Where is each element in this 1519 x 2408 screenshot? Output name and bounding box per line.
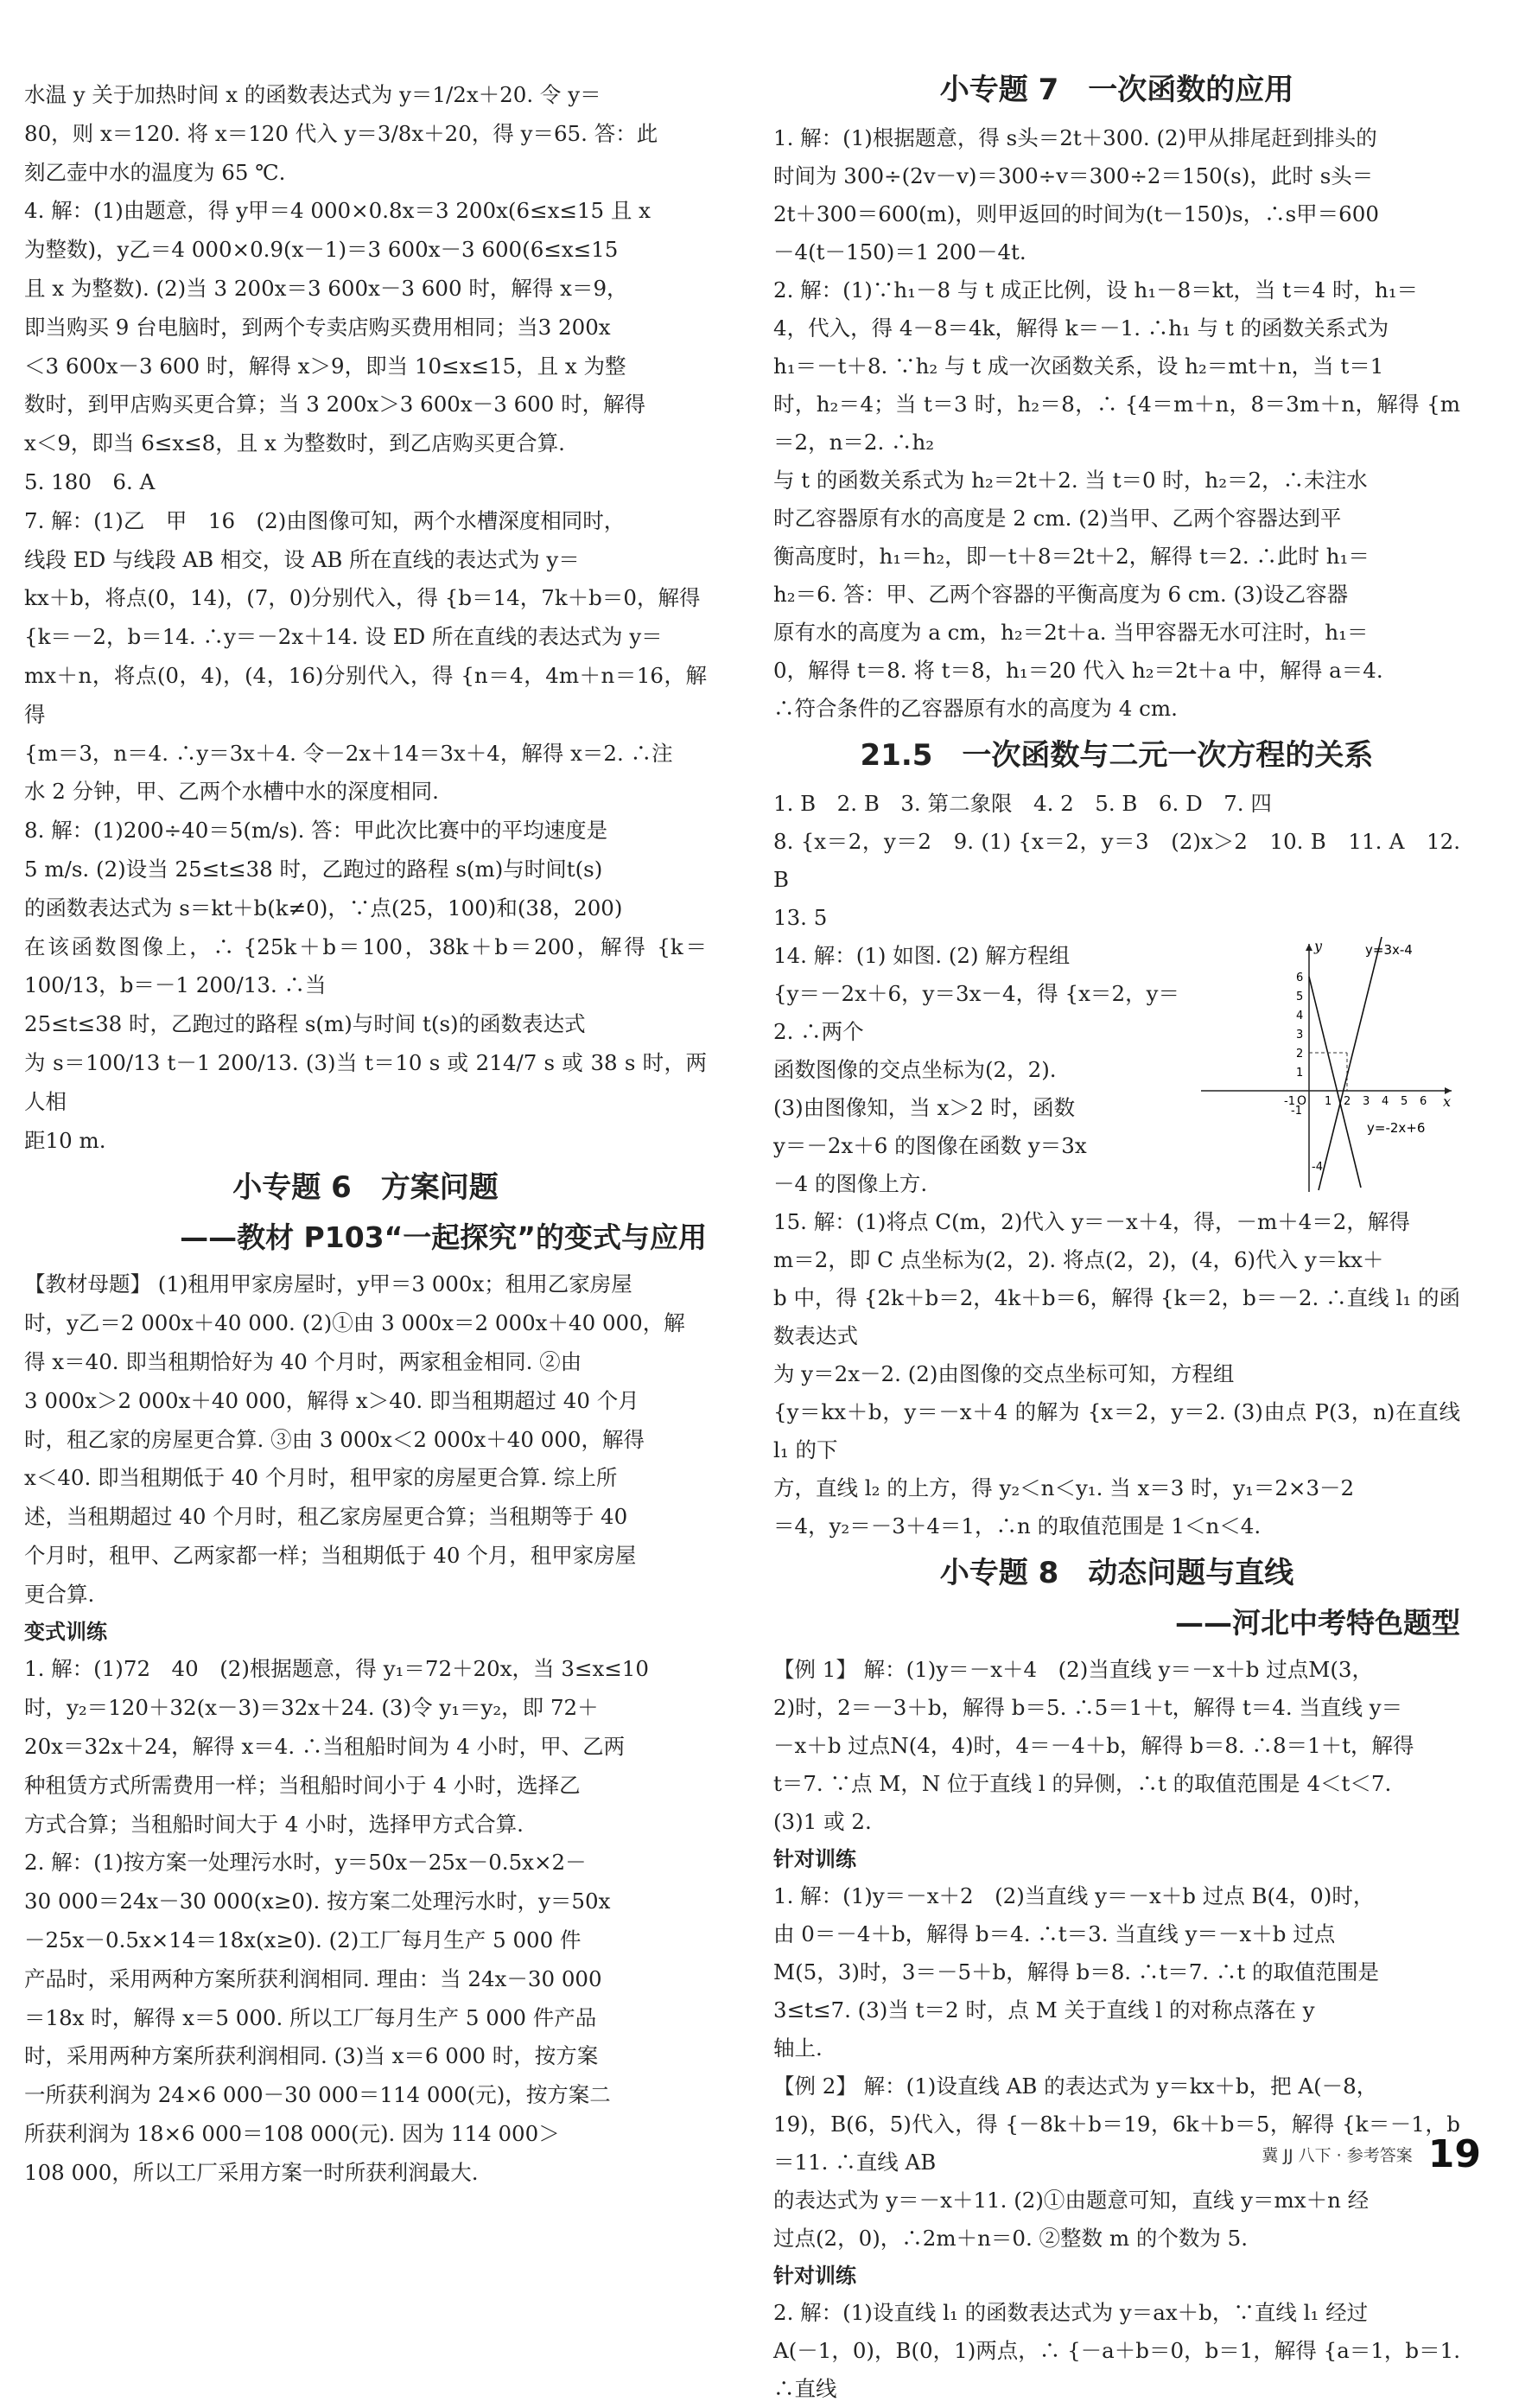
ex2-line: 19)，B(6，5)代入，得 {－8k＋b＝19，6k＋b＝5，解得 {k＝－1，b＝11. ∴直线 AB (773, 2112, 1460, 2175)
line-y-neg2x-6 (1309, 977, 1361, 1188)
topic7-title: 小专题 7 一次函数的应用 (939, 73, 1294, 107)
q15-line: 为 y＝2x－2. (2)由图像的交点坐标可知，方程组 (773, 1361, 1235, 1386)
topic8-subtitle: ——河北中考特色题型 (1175, 1606, 1460, 1640)
v2-line: 108 000，所以工厂采用方案一时所获利润最大. (24, 2159, 479, 2185)
s-answers-line: 13. 5 (773, 905, 828, 930)
tr2-line: A(－1，0)，B(0，1)两点，∴ {－a＋b＝0，b＝1，解得 {a＝1，b＝1. ∴直线 (773, 2338, 1460, 2401)
topic6-subtitle: ——教材 P103“一起探究”的变式与应用 (180, 1220, 707, 1255)
v1-line: 时，y₂＝120＋32(x－3)＝32x＋24. (3)令 y₁＝y₂，即 72＋ (24, 1695, 599, 1721)
ex1-line: (3)1 或 2. (773, 1809, 872, 1834)
x-tick: 4 (1382, 1095, 1389, 1108)
v2-line: 30 000＝24x－30 000(x≥0). 按方案二处理污水时，y＝50x (24, 1889, 611, 1914)
q14-block (773, 937, 1460, 1203)
t7q2-line: 0，解得 t＝8. 将 t＝8，h₁＝20 代入 h₂＝2t＋a 中，解得 a＝4. (773, 658, 1383, 683)
y-tick: 1 (1296, 1067, 1304, 1080)
v2-line: 所获利润为 18×6 000＝108 000(元). 因为 114 000＞ (24, 2121, 560, 2147)
x-tick: 3 (1363, 1095, 1370, 1108)
x-axis-label: x (1443, 1093, 1452, 1110)
train-label: 针对训练 (773, 2264, 856, 2288)
q56-line: 5. 180 6. A (24, 468, 156, 494)
t7q2-line: 时乙容器原有水的高度是 2 cm. (2)当甲、乙两个容器达到平 (773, 506, 1342, 531)
tr1-line: 由 0＝－4＋b，解得 b＝4. ∴t＝3. 当直线 y＝－x＋b 过点 (773, 1921, 1336, 1946)
tr1-line: 1. 解：(1)y＝－x＋2 (2)当直线 y＝－x＋b 过点 B(4，0)时， (773, 1883, 1375, 1908)
t7q1-line: 1. 解：(1)根据题意，得 s头＝2t＋300. (2)甲从排尾赶到排头的 (773, 125, 1377, 150)
train-label: 针对训练 (773, 1847, 856, 1871)
q7-line: 7. 解：(1)乙 甲 16 (2)由图像可知，两个水槽深度相同时， (24, 507, 626, 533)
ex2-line: 【例 2】 解：(1)设直线 AB 的表达式为 y＝kx＋b，把 A(－8， (773, 2074, 1378, 2099)
q14-line: {y＝－2x＋6，y＝3x－4，得 {x＝2，y＝2. ∴两个 (773, 981, 1179, 1044)
ex1-line: 2)时，2＝－3＋b，解得 b＝5. ∴5＝1＋t，解得 t＝4. 当直线 y＝ (773, 1695, 1403, 1720)
q7-line: {k＝－2，b＝14. ∴y＝－2x＋14. 设 ED 所在直线的表达式为 y＝ (24, 624, 663, 650)
s-answers-line: 1. B 2. B 3. 第二象限 4. 2 5. B 6. D 7. 四 (773, 791, 1272, 816)
v2-line: ＝18x 时，解得 x＝5 000. 所以工厂每月生产 5 000 件产品 (24, 2004, 597, 2030)
q14-line: (3)由图像知，当 x＞2 时，函数 (773, 1095, 1076, 1120)
section-21-5-title: 21.5 一次函数与二元一次方程的关系 (860, 738, 1374, 773)
t7q2-line: h₁＝－t＋8. ∵h₂ 与 t 成一次函数关系，设 h₂＝mt＋n，当 t＝1 (773, 354, 1384, 379)
y-axis-arrow-icon (1306, 944, 1312, 951)
t7q2-line: 与 t 的函数关系式为 h₂＝2t＋2. 当 t＝0 时，h₂＝2，∴未注水 (773, 468, 1368, 493)
tr1-line: 3≤t≤7. (3)当 t＝2 时，点 M 关于直线 l 的对称点落在 y (773, 1997, 1315, 2023)
mother-line: 述，当租期超过 40 个月时，租乙家房屋更合算；当租期等于 40 (24, 1504, 628, 1530)
v1-line: 方式合算；当租船时间大于 4 小时，选择甲方式合算. (24, 1811, 524, 1837)
q4-line: ＜3 600x－3 600 时，解得 x＞9，即当 10≤x≤15，且 x 为整 (24, 353, 626, 379)
y-axis-label: y (1314, 938, 1323, 954)
q7-line: mx＋n，将点(0，4)，(4，16)分别代入，得 {n＝4，4m＋n＝16，解得 (24, 662, 707, 727)
footer-text: 冀 JJ 八下 · 参考答案 (1262, 2146, 1413, 2165)
t7q1-line: －4(t－150)＝1 200－4t. (773, 239, 1026, 264)
text-line: 水温 y 关于加热时间 x 的函数表达式为 y＝1/2x＋20. 令 y＝ (24, 82, 601, 107)
mother-line: 时，租乙家的房屋更合算. ③由 3 000x＜2 000x＋40 000，解得 (24, 1426, 645, 1452)
q8-line: 5 m/s. (2)设当 25≤t≤38 时，乙跑过的路程 s(m)与时间t(s) (24, 856, 603, 882)
q7-line: kx＋b，将点(0，14)，(7，0)分别代入，得 {b＝14，7k＋b＝0，解得 (24, 585, 701, 611)
left-column (24, 76, 707, 2193)
x-tick: 2 (1344, 1095, 1351, 1108)
q8-line: 25≤t≤38 时，乙跑过的路程 s(m)与时间 t(s)的函数表达式 (24, 1011, 586, 1037)
v1-line: 1. 解：(1)72 40 (2)根据题意，得 y₁＝72＋20x，当 3≤x≤10 (24, 1656, 649, 1682)
q4-line: 4. 解：(1)由题意，得 y甲＝4 000×0.8x＝3 200x(6≤x≤15 且 x (24, 198, 651, 224)
mother-line: 更合算. (24, 1581, 95, 1607)
v1-line: 20x＝32x＋24，解得 x＝4. ∴当租船时间为 4 小时，甲、乙两 (24, 1734, 626, 1760)
y-tick: 2 (1296, 1048, 1304, 1061)
q4-line: 为整数)，y乙＝4 000×0.9(x－1)＝3 600x－3 600(6≤x≤15 (24, 237, 619, 263)
t7q1-line: 2t＋300＝600(m)，则甲返回的时间为(t－150)s，∴s甲＝600 (773, 201, 1379, 226)
ex1-line: t＝7. ∵点 M，N 位于直线 l 的异侧，∴t 的取值范围是 4＜t＜7. (773, 1771, 1392, 1796)
mother-line: 【教材母题】 (1)租用甲家房屋时，y甲＝3 000x；租用乙家房屋 (24, 1271, 632, 1297)
q14-line: 14. 解：(1) 如图. (2) 解方程组 (773, 943, 1071, 968)
q7-line: 水 2 分钟，甲、乙两个水槽中水的深度相同. (24, 779, 439, 805)
x-tick: 1 (1325, 1095, 1332, 1108)
q15-line: 方，直线 l₂ 的上方，得 y₂＜n＜y₁. 当 x＝3 时，y₁＝2×3－2 (773, 1475, 1355, 1500)
q8-line: 在该函数图像上，∴ {25k＋b＝100，38k＋b＝200，解得 {k＝100/13，b＝－1 200/13. ∴当 (24, 933, 707, 998)
right-column (773, 73, 1460, 2408)
mother-line: 3 000x＞2 000x＋40 000，解得 x＞40. 即当租期超过 40 个月 (24, 1387, 639, 1413)
q7-line: 线段 ED 与线段 AB 相交，设 AB 所在直线的表达式为 y＝ (24, 546, 580, 572)
page-number: 19 (1427, 2132, 1481, 2176)
t7q1-line: 时间为 300÷(2v－v)＝300÷v＝300÷2＝150(s)，此时 s头＝ (773, 163, 1374, 188)
x-tick: 6 (1420, 1095, 1427, 1108)
x-tick: 5 (1401, 1095, 1408, 1108)
s-answers-line: 8. {x＝2，y＝2 9. (1) {x＝2，y＝3 (2)x＞2 10. B 11. A 12. B (773, 829, 1460, 892)
q8-line: 距10 m. (24, 1127, 106, 1153)
q14-graph (1201, 937, 1460, 1196)
q14-line: －4 的图像上方. (773, 1171, 928, 1196)
q15-line: ＝4，y₂＝－3＋4＝1，∴n 的取值范围是 1＜n＜4. (773, 1513, 1262, 1538)
t7q2-line: 2. 解：(1)∵h₁－8 与 t 成正比例，设 h₁－8＝kt，当 t＝4 时，h₁＝ (773, 277, 1419, 303)
tr1-line: 轴上. (773, 2035, 823, 2061)
origin-label: O (1297, 1094, 1307, 1108)
tr1-line: M(5，3)时，3＝－5＋b，解得 b＝8. ∴t＝7. ∴t 的取值范围是 (773, 1959, 1380, 1984)
t7q2-line: 原有水的高度为 a cm，h₂＝2t＋a. 当甲容器无水可注时，h₁＝ (773, 620, 1369, 645)
t7q2-line: ∴符合条件的乙容器原有水的高度为 4 cm. (773, 696, 1178, 721)
v2-line: 产品时，采用两种方案所获利润相同. 理由：当 24x－30 000 (24, 1965, 602, 1991)
ex1-line: －x＋b 过点N(4，4)时，4＝－4＋b，解得 b＝8. ∴8＝1＋t，解得 (773, 1733, 1414, 1758)
y-tick: 3 (1296, 1029, 1304, 1042)
topic6-title: 小专题 6 方案问题 (232, 1170, 499, 1206)
line-y-3x-4 (1319, 937, 1382, 1190)
x-tick: -1 (1284, 1095, 1295, 1108)
tr2-line: 2. 解：(1)设直线 l₁ 的函数表达式为 y＝ax＋b，∵直线 l₁ 经过 (773, 2300, 1369, 2325)
v2-line: －25x－0.5x×14＝18x(x≥0). (2)工厂每月生产 5 000 件 (24, 1927, 582, 1953)
q15-line: b 中，得 {2k＋b＝2，4k＋b＝6，解得 {k＝2，b＝－2. ∴直线 l₁ 的函数表达式 (773, 1285, 1460, 1348)
q8-line: 8. 解：(1)200÷40＝5(m/s). 答：甲此次比赛中的平均速度是 (24, 818, 608, 844)
q4-line: 数时，到甲店购买更合算；当 3 200x＞3 600x－3 600 时，解得 (24, 392, 646, 417)
q8-line: 为 s＝100/13 t－1 200/13. (3)当 t＝10 s 或 214/7 s 或 38 s 时，两人相 (24, 1049, 707, 1114)
ex2-line: 过点(2，0)，∴2m＋n＝0. ②整数 m 的个数为 5. (773, 2226, 1249, 2251)
line1-label: y=3x-4 (1365, 942, 1413, 958)
v2-line: 时，采用两种方案所获利润相同. (3)当 x＝6 000 时，按方案 (24, 2043, 599, 2069)
v1-line: 种租赁方式所需费用一样；当租船时间小于 4 小时，选择乙 (24, 1772, 581, 1798)
q15-line: {y＝kx＋b，y＝－x＋4 的解为 {x＝2，y＝2. (3)由点 P(3，n)在直线 l₁ 的下 (773, 1399, 1460, 1462)
y-tick: 6 (1296, 971, 1304, 984)
q15-line: m＝2，即 C 点坐标为(2，2). 将点(2，2)，(4，6)代入 y＝kx＋ (773, 1247, 1384, 1272)
page-footer (1262, 2132, 1481, 2176)
t7q2-line: 时，h₂＝4；当 t＝3 时，h₂＝8，∴ {4＝m＋n，8＝3m＋n，解得 {m＝2，n＝2. ∴h₂ (773, 392, 1460, 455)
v2-line: 2. 解：(1)按方案一处理污水时，y＝50x－25x－0.5x×2－ (24, 1850, 587, 1876)
y-tick: -4 (1312, 1161, 1323, 1174)
t7q2-line: 衡高度时，h₁＝h₂，即－t＋8＝2t＋2，解得 t＝2. ∴此时 h₁＝ (773, 544, 1370, 569)
line2-label: y=-2x+6 (1367, 1120, 1426, 1136)
q4-line: x＜9，即当 6≤x≤8，且 x 为整数时，到乙店购买更合算. (24, 430, 565, 456)
q4-line: 且 x 为整数). (2)当 3 200x＝3 600x－3 600 时，解得 x＝9， (24, 275, 628, 301)
q7-line: {m＝3，n＝4. ∴y＝3x＋4. 令－2x＋14＝3x＋4，解得 x＝2. ∴注 (24, 740, 673, 766)
t7q2-line: 4，代入，得 4－8＝4k，解得 k＝－1. ∴h₁ 与 t 的函数关系式为 (773, 315, 1389, 341)
variant-label: 变式训练 (24, 1620, 107, 1645)
q14-line: 函数图像的交点坐标为(2，2). (773, 1057, 1057, 1082)
q14-line: y＝－2x＋6 的图像在函数 y＝3x (773, 1133, 1087, 1158)
y-tick: -1 (1291, 1105, 1302, 1118)
q8-line: 的函数表达式为 s＝kt＋b(k≠0)，∵点(25，100)和(38，200) (24, 895, 623, 921)
mother-line: 个月时，租甲、乙两家都一样；当租期低于 40 个月，租甲家房屋 (24, 1542, 637, 1568)
mother-line: 得 x＝40. 即当租期恰好为 40 个月时，两家租金相同. ②由 (24, 1348, 582, 1374)
q4-line: 即当购买 9 台电脑时，到两个专卖店购买费用相同；当3 200x (24, 314, 611, 340)
q15-line: 15. 解：(1)将点 C(m，2)代入 y＝－x＋4，得，－m＋4＝2，解得 (773, 1209, 1410, 1234)
mother-line: x＜40. 即当租期低于 40 个月时，租甲家的房屋更合算. 综上所 (24, 1465, 618, 1491)
topic8-title: 小专题 8 动态问题与直线 (939, 1556, 1294, 1590)
text-line: 80，则 x＝120. 将 x＝120 代入 y＝3/8x＋20，得 y＝65. 答：此 (24, 120, 658, 146)
y-tick: 4 (1296, 1010, 1304, 1022)
ex2-line: 的表达式为 y＝－x＋11. (2)①由题意可知，直线 y＝mx＋n 经 (773, 2188, 1370, 2213)
mother-line: 时，y乙＝2 000x＋40 000. (2)①由 3 000x＝2 000x＋40 000，解 (24, 1310, 685, 1336)
y-tick: 5 (1296, 991, 1304, 1003)
v2-line: 一所获利润为 24×6 000－30 000＝114 000(元)，按方案二 (24, 2082, 611, 2108)
text-line: 刻乙壶中水的温度为 65 ℃. (24, 159, 286, 185)
ex1-line: 【例 1】 解：(1)y＝－x＋4 (2)当直线 y＝－x＋b 过点M(3， (773, 1657, 1373, 1682)
t7q2-line: h₂＝6. 答：甲、乙两个容器的平衡高度为 6 cm. (3)设乙容器 (773, 582, 1349, 607)
